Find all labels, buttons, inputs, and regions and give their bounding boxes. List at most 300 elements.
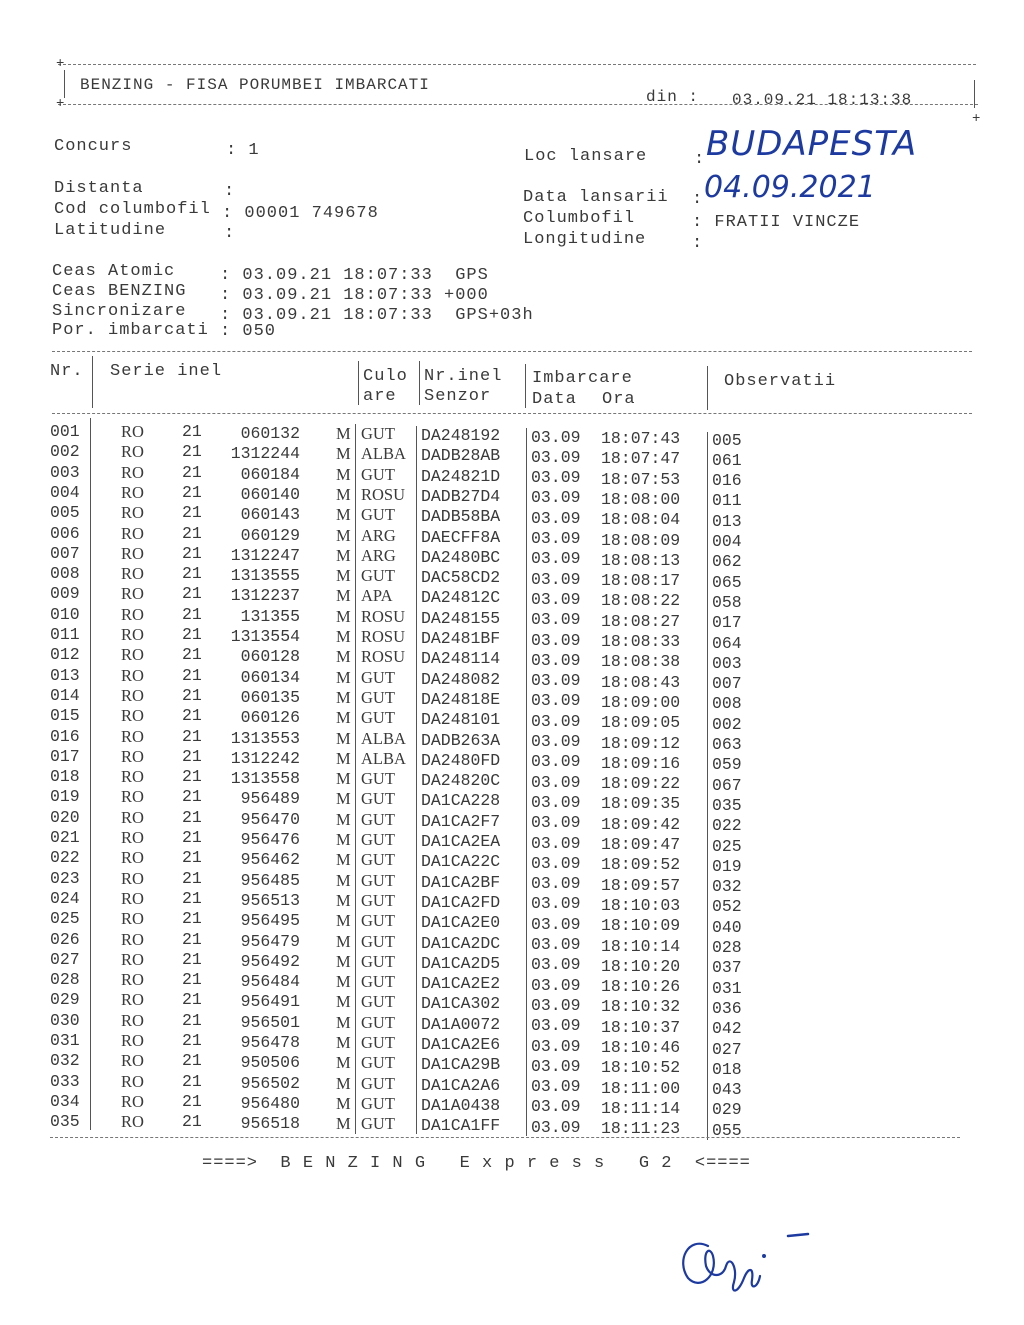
embark-date: 03.09: [531, 610, 581, 630]
body-col-separator: [355, 424, 356, 1134]
row-number: 035: [50, 1112, 80, 1132]
embark-date: 03.09: [531, 468, 581, 488]
year: 21: [182, 848, 202, 868]
country-code: RO: [121, 685, 144, 705]
year: 21: [182, 990, 202, 1010]
embark-date: 03.09: [531, 488, 581, 508]
year: 21: [182, 1091, 202, 1111]
embark-time: 18:09:12: [601, 733, 681, 753]
year: 21: [182, 564, 202, 584]
header-left-bar: [64, 70, 65, 98]
ceas-benzing-label: Ceas BENZING: [52, 282, 187, 301]
sensor-ring: DA248101: [421, 710, 501, 730]
country-code: RO: [121, 523, 144, 543]
ring-number: 956485: [240, 870, 300, 890]
sensor-ring: DA248082: [421, 669, 501, 689]
columbofil-label: Columbofil: [523, 209, 636, 228]
embark-date: 03.09: [531, 853, 581, 873]
row-number: 013: [50, 665, 80, 685]
sensor-ring: DA248114: [421, 649, 501, 669]
row-number: 016: [50, 726, 80, 746]
year: 21: [182, 888, 202, 908]
color: GUT: [361, 911, 395, 931]
column-header-senzor: Senzor: [424, 387, 492, 406]
year: 21: [182, 807, 202, 827]
body-col-separator: [90, 418, 91, 1130]
observation: 058: [712, 592, 742, 612]
color: GUT: [361, 809, 395, 829]
color: GUT: [361, 464, 395, 484]
row-number: 001: [50, 422, 80, 441]
embark-date: 03.09: [531, 935, 581, 954]
cod-columbofil-label: Cod columbofil: [54, 200, 211, 219]
sex: M: [336, 769, 351, 789]
table-row: [0, 828, 1024, 856]
sex: M: [336, 606, 351, 626]
observation: 067: [712, 775, 742, 795]
embark-date: 03.09: [531, 569, 581, 589]
observation: 062: [712, 552, 742, 572]
color: GUT: [361, 830, 395, 849]
year: 21: [182, 523, 202, 543]
color: ROSU: [361, 606, 406, 626]
row-number: 027: [50, 949, 80, 969]
country-code: RO: [121, 482, 144, 502]
row-number: 034: [50, 1091, 80, 1111]
row-number: 031: [50, 1031, 80, 1050]
data-lansarii-handwritten: 04.09.2021: [704, 170, 876, 205]
color: APA: [361, 586, 393, 606]
sex: M: [336, 525, 351, 545]
table-row: [0, 584, 1024, 612]
table-row: [0, 990, 1024, 1018]
columbofil-value: : FRATII VINCZE: [692, 213, 861, 232]
embark-date: 03.09: [531, 772, 581, 792]
embark-date: 03.09: [531, 732, 581, 751]
distanta-value: :: [224, 182, 236, 201]
color: GUT: [361, 687, 395, 707]
embark-time: 18:10:03: [601, 895, 681, 915]
sensor-ring: DA24818E: [421, 689, 501, 709]
color: ARG: [361, 525, 396, 545]
column-header-imbarcare: Imbarcare: [532, 369, 633, 388]
country-code: RO: [121, 990, 144, 1010]
color: GUT: [361, 890, 395, 910]
observation: 037: [712, 958, 742, 978]
year: 21: [182, 584, 202, 604]
ring-number: 956479: [240, 931, 300, 951]
sensor-ring: DA2481BF: [421, 629, 501, 648]
row-number: 033: [50, 1071, 80, 1091]
sensor-ring: DA1A0438: [421, 1095, 501, 1115]
year: 21: [182, 462, 202, 482]
ring-number: 956501: [240, 1012, 300, 1032]
ring-number: 131355: [240, 606, 300, 626]
country-code: RO: [121, 564, 144, 584]
sensor-ring: DA1A0072: [421, 1014, 501, 1034]
embark-time: 18:08:33: [601, 632, 681, 651]
country-code: RO: [121, 787, 144, 807]
row-number: 017: [50, 746, 80, 766]
table-row: [0, 807, 1024, 836]
data-lansarii-colon: :: [692, 190, 704, 209]
sensor-ring: DADB58BA: [421, 507, 501, 527]
year: 21: [182, 625, 202, 644]
sex: M: [336, 830, 351, 849]
sex: M: [336, 627, 351, 646]
body-col-separator: [707, 432, 708, 1140]
observation: 065: [712, 572, 742, 592]
observation: 031: [712, 978, 742, 998]
color: GUT: [361, 1033, 395, 1052]
row-number: 030: [50, 1010, 80, 1030]
embark-time: 18:10:14: [601, 936, 681, 956]
table-row: [0, 523, 1024, 551]
embark-time: 18:09:05: [601, 713, 681, 733]
sensor-ring: DA2480BC: [421, 547, 501, 567]
table-row: [0, 1071, 1024, 1100]
ring-number: 956484: [240, 972, 300, 992]
table-row: [0, 665, 1024, 694]
embark-time: 18:08:04: [601, 510, 681, 530]
year: 21: [182, 685, 202, 705]
latitudine-label: Latitudine: [54, 221, 167, 240]
body-col-separator: [526, 428, 527, 1136]
column-header-nr-inel: Nr.inel: [424, 367, 503, 386]
sensor-ring: DAC58CD2: [421, 568, 501, 588]
color: GUT: [361, 424, 395, 443]
ceas-benzing-value: : 03.09.21 18:07:33 +000: [220, 286, 489, 305]
latitudine-value: :: [224, 224, 236, 243]
ring-number: 1313553: [230, 728, 300, 748]
ceas-atomic-label: Ceas Atomic: [52, 262, 176, 281]
year: 21: [182, 767, 202, 787]
embark-date: 03.09: [531, 874, 581, 894]
ring-number: 060143: [240, 505, 300, 525]
embark-time: 18:08:09: [601, 530, 681, 550]
row-number: 011: [50, 625, 80, 644]
sincronizare-label: Sincronizare: [52, 302, 187, 321]
sex: M: [336, 1073, 351, 1093]
embark-time: 18:11:00: [601, 1078, 681, 1098]
sex: M: [336, 1012, 351, 1032]
sincronizare-value: : 03.09.21 18:07:33 GPS+03h: [220, 306, 534, 325]
observation: 043: [712, 1080, 742, 1100]
embark-date: 03.09: [531, 1077, 581, 1097]
embark-time: 18:09:42: [601, 814, 681, 834]
concurs-label: Concurs: [54, 137, 133, 156]
color: GUT: [361, 1114, 395, 1134]
color: ROSU: [361, 627, 406, 646]
country-code: RO: [121, 970, 144, 990]
observation: 025: [712, 836, 742, 856]
color: GUT: [361, 1073, 395, 1093]
longitudine-label: Longitudine: [523, 230, 647, 249]
sensor-ring: DA24820C: [421, 771, 501, 791]
ring-number: 1313554: [230, 627, 300, 646]
year: 21: [182, 645, 202, 665]
sensor-ring: DA1CA2F7: [421, 811, 501, 831]
country-code: RO: [121, 1112, 144, 1132]
embark-date: 03.09: [531, 691, 581, 711]
embark-time: 18:09:47: [601, 835, 681, 854]
embark-time: 18:08:22: [601, 591, 681, 611]
sensor-ring: DAECFF8A: [421, 527, 501, 547]
observation: 007: [712, 674, 742, 694]
embark-time: 18:08:27: [601, 611, 681, 631]
signature: [668, 1216, 828, 1296]
ring-number: 060134: [240, 667, 300, 687]
embark-time: 18:10:09: [601, 916, 681, 936]
table-row: [0, 503, 1024, 531]
table-row: [0, 1010, 1024, 1039]
loc-lansare-colon: :: [694, 150, 706, 169]
embark-time: 18:08:13: [601, 550, 681, 570]
color: GUT: [361, 566, 395, 586]
embark-time: 18:09:35: [601, 794, 681, 814]
row-number: 014: [50, 685, 80, 705]
header-col-separator: [419, 361, 420, 405]
ring-number: 956518: [240, 1114, 300, 1134]
embark-time: 18:09:22: [601, 774, 681, 794]
header-corner-plus: +: [56, 96, 65, 112]
loc-lansare-label: Loc lansare: [524, 147, 648, 166]
table-row: [0, 442, 1024, 470]
year: 21: [182, 726, 202, 746]
ring-number: 956480: [240, 1093, 300, 1113]
ring-number: 060129: [240, 525, 300, 545]
ring-number: 956492: [240, 951, 300, 971]
embark-time: 18:10:46: [601, 1038, 681, 1057]
observation: 016: [712, 471, 742, 491]
color: GUT: [361, 931, 395, 951]
embark-time: 18:07:47: [601, 449, 681, 469]
table-row: [0, 625, 1024, 653]
year: 21: [182, 929, 202, 949]
table-row: [0, 685, 1024, 714]
ring-number: 956502: [240, 1073, 300, 1093]
print-date-label: din :: [646, 88, 700, 106]
sex: M: [336, 505, 351, 525]
sex: M: [336, 687, 351, 707]
sex: M: [336, 464, 351, 484]
sex: M: [336, 951, 351, 971]
embark-date: 03.09: [531, 529, 581, 548]
observation: 042: [712, 1019, 742, 1039]
embark-time: 18:10:52: [601, 1058, 681, 1078]
ceas-atomic-value: : 03.09.21 18:07:33 GPS: [220, 266, 489, 285]
ring-number: 956462: [240, 850, 300, 870]
country-code: RO: [121, 949, 144, 969]
embark-time: 18:07:53: [601, 469, 681, 489]
embark-time: 18:08:43: [601, 672, 681, 692]
observation: 040: [712, 917, 742, 937]
year: 21: [182, 1112, 202, 1132]
header-top-border: [58, 64, 976, 65]
year: 21: [182, 1071, 202, 1091]
sensor-ring: DA248155: [421, 608, 501, 628]
observation: 035: [712, 795, 742, 815]
country-code: RO: [121, 665, 144, 685]
color: GUT: [361, 870, 395, 890]
sex: M: [336, 972, 351, 992]
embark-date: 03.09: [531, 711, 581, 731]
observation: 036: [712, 998, 742, 1018]
embark-time: 18:10:26: [601, 977, 681, 997]
row-number: 022: [50, 848, 80, 868]
observation: 028: [712, 938, 742, 957]
sex: M: [336, 1053, 351, 1073]
table-row: [0, 868, 1024, 897]
embark-time: 18:08:38: [601, 652, 681, 672]
observation: 027: [712, 1039, 742, 1059]
embark-date: 03.09: [531, 1117, 581, 1137]
ring-number: 1312244: [230, 444, 300, 464]
year: 21: [182, 482, 202, 502]
loc-lansare-handwritten: BUDAPESTA: [706, 124, 918, 164]
color: GUT: [361, 992, 395, 1012]
row-number: 002: [50, 442, 80, 462]
year: 21: [182, 665, 202, 685]
country-code: RO: [121, 888, 144, 908]
year: 21: [182, 442, 202, 462]
ring-number: 1313555: [230, 566, 300, 586]
embark-date: 03.09: [531, 914, 581, 934]
table-row: [0, 970, 1024, 998]
row-number: 023: [50, 868, 80, 888]
color: GUT: [361, 1012, 395, 1032]
observation: 052: [712, 897, 742, 917]
table-row: [0, 746, 1024, 775]
embark-date: 03.09: [531, 549, 581, 569]
country-code: RO: [121, 909, 144, 929]
embark-date: 03.09: [531, 650, 581, 670]
cod-columbofil-value: : 00001 749678: [222, 204, 379, 223]
year: 21: [182, 543, 202, 563]
por-imbarcati-label: Por. imbarcati: [52, 321, 209, 340]
ring-number: 956476: [240, 830, 300, 849]
observation: 004: [712, 532, 742, 551]
table-header-separator: [52, 413, 972, 414]
row-number: 032: [50, 1051, 80, 1071]
color: GUT: [361, 789, 395, 809]
embark-time: 18:08:17: [601, 571, 681, 591]
country-code: RO: [121, 543, 144, 563]
ring-number: 956470: [240, 809, 300, 829]
embark-time: 18:09:52: [601, 855, 681, 875]
table-row: [0, 1091, 1024, 1120]
sensor-ring: DA1CA2E6: [421, 1035, 501, 1054]
country-code: RO: [121, 584, 144, 604]
embark-time: 18:11:14: [601, 1098, 681, 1118]
sex: M: [336, 708, 351, 728]
ring-number: 060140: [240, 484, 300, 504]
year: 21: [182, 746, 202, 766]
row-number: 007: [50, 543, 80, 563]
embark-date: 03.09: [531, 813, 581, 833]
country-code: RO: [121, 422, 144, 441]
header-col-separator: [707, 366, 708, 410]
sensor-ring: DA2480FD: [421, 750, 501, 770]
country-code: RO: [121, 868, 144, 888]
ring-number: 950506: [240, 1053, 300, 1073]
row-number: 024: [50, 888, 80, 908]
sex: M: [336, 789, 351, 809]
table-row: [0, 787, 1024, 815]
embark-date: 03.09: [531, 752, 581, 772]
table-row: [0, 929, 1024, 957]
country-code: RO: [121, 828, 144, 847]
ring-number: 956489: [240, 789, 300, 809]
year: 21: [182, 604, 202, 624]
country-code: RO: [121, 929, 144, 949]
observation: 003: [712, 653, 742, 673]
embark-time: 18:11:23: [601, 1119, 681, 1139]
sensor-ring: DA1CA2FD: [421, 892, 501, 912]
sensor-ring: DA1CA2BF: [421, 872, 501, 892]
ring-number: 1312247: [230, 545, 300, 565]
ring-number: 060126: [240, 708, 300, 728]
sex: M: [336, 1033, 351, 1052]
row-number: 026: [50, 929, 80, 949]
embark-date: 03.09: [531, 671, 581, 691]
embark-date: 03.09: [531, 1016, 581, 1036]
country-code: RO: [121, 1010, 144, 1030]
country-code: RO: [121, 726, 144, 746]
country-code: RO: [121, 767, 144, 787]
country-code: RO: [121, 1051, 144, 1071]
header-col-separator: [358, 361, 359, 405]
sensor-ring: DA1CA2E2: [421, 974, 501, 994]
table-row: [0, 909, 1024, 937]
country-code: RO: [121, 645, 144, 665]
color: ARG: [361, 545, 396, 565]
concurs-value: : 1: [226, 141, 260, 160]
embark-time: 18:09:00: [601, 692, 681, 712]
country-code: RO: [121, 1031, 144, 1050]
embark-time: 18:09:57: [601, 875, 681, 895]
color: GUT: [361, 708, 395, 728]
row-number: 003: [50, 462, 80, 482]
table-row: [0, 462, 1024, 491]
country-code: RO: [121, 1071, 144, 1091]
longitudine-value: :: [692, 234, 704, 253]
ring-number: 956478: [240, 1033, 300, 1052]
sex: M: [336, 647, 351, 667]
ring-number: 1312242: [230, 748, 300, 768]
table-row: [0, 645, 1024, 673]
sensor-ring: DA1CA228: [421, 791, 501, 811]
embark-date: 03.09: [531, 630, 581, 650]
country-code: RO: [121, 625, 144, 644]
country-code: RO: [121, 848, 144, 868]
table-row: [0, 422, 1024, 450]
sensor-ring: DA24821D: [421, 466, 501, 486]
country-code: RO: [121, 462, 144, 482]
body-col-separator: [416, 426, 417, 1134]
ring-number: 060128: [240, 647, 300, 667]
row-number: 025: [50, 909, 80, 929]
distanta-label: Distanta: [54, 179, 144, 198]
observation: 032: [712, 877, 742, 897]
column-header-observatii: Observatii: [724, 372, 837, 391]
column-header-culoare: Culo: [363, 367, 408, 386]
color: GUT: [361, 972, 395, 992]
embark-date: 03.09: [531, 995, 581, 1015]
observation: 018: [712, 1059, 742, 1079]
table-row: [0, 949, 1024, 978]
sensor-ring: DA1CA29B: [421, 1055, 501, 1075]
